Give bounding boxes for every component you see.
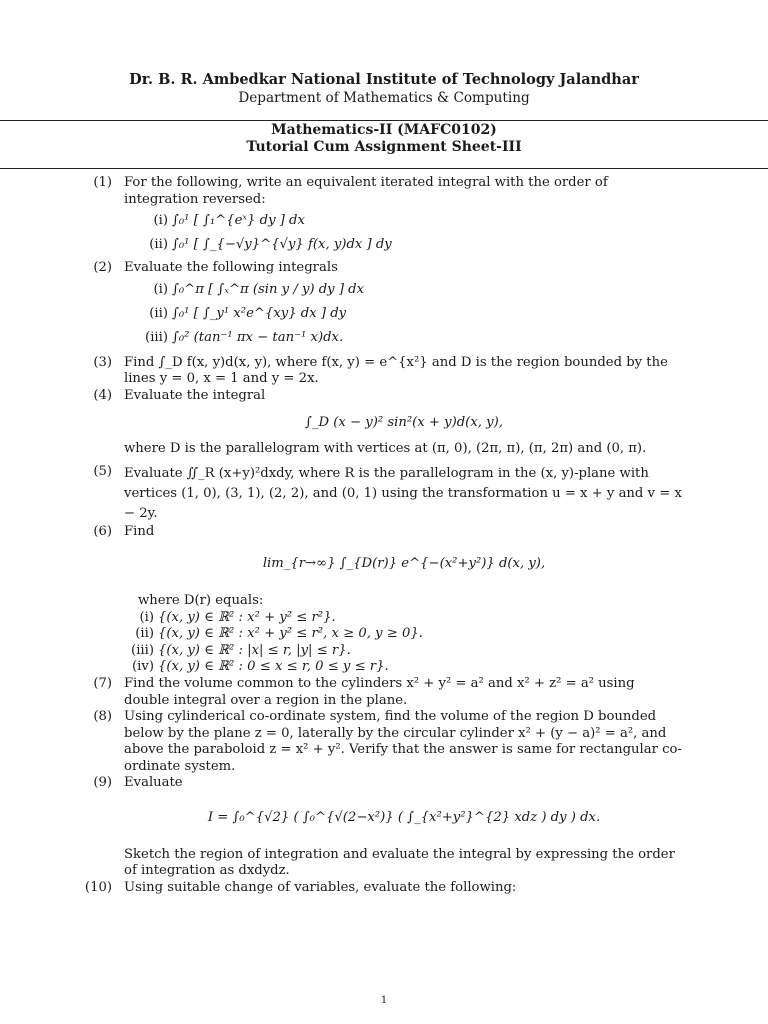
problem-number: (4)	[93, 387, 112, 403]
problem-9	[0, 775, 768, 879]
problem-number: (2)	[93, 260, 112, 276]
display-equation: lim_{r→∞} ∫_{D(r)} e^{−(x²+y²)} d(x, y),	[262, 556, 546, 572]
problem-text-after: where D(r) equals:	[138, 592, 264, 608]
bottom-rule	[0, 168, 768, 169]
department-name: Department of Mathematics & Computing	[238, 90, 530, 106]
problem-3	[0, 355, 768, 388]
problem-text: Evaluate the integral	[124, 387, 266, 403]
sub-item	[124, 303, 684, 325]
problem-1	[0, 175, 768, 256]
problem-4	[0, 388, 768, 458]
display-equation: ∫_D (x − y)² sin²(x + y)d(x, y),	[305, 414, 503, 430]
sub-item-math: {(x, y) ∈ ℝ² : x² + y² ≤ r², x ≥ 0, y ≥ 0}.	[158, 626, 423, 642]
sub-item-math: ∫₀¹ [ ∫₁^{eˣ} dy ] dx	[172, 213, 305, 229]
display-equation: I = ∫₀^{√2} ( ∫₀^{√(2−x²)} ( ∫_{x²+y²}^{2} xdz ) dy ) dx.	[207, 810, 601, 826]
sub-item-math: ∫₀¹ [ ∫_y¹ x²e^{xy} dx ] dy	[172, 305, 347, 321]
sheet-title: Tutorial Cum Assignment Sheet-III	[246, 139, 522, 155]
problem-list	[0, 175, 768, 896]
problem-2	[0, 260, 768, 349]
problem-number: (10)	[84, 879, 112, 895]
top-rule	[0, 120, 768, 121]
sub-item	[124, 610, 684, 627]
problem-number: (8)	[93, 709, 112, 725]
sub-item-math: {(x, y) ∈ ℝ² : x² + y² ≤ r²}.	[158, 609, 336, 625]
problem-number: (6)	[93, 523, 112, 539]
sub-item	[124, 659, 684, 676]
problem-number: (1)	[93, 175, 112, 190]
sub-item	[124, 279, 684, 301]
problem-number: (3)	[93, 354, 112, 370]
sub-item-math: {(x, y) ∈ ℝ² : 0 ≤ x ≤ r, 0 ≤ y ≤ r}.	[158, 659, 389, 675]
problem-5	[0, 464, 768, 524]
problem-number: (7)	[93, 675, 112, 691]
problem-text: Evaluate	[124, 775, 183, 791]
problem-text-after: where D is the parallelogram with vertices at (π, 0), (2π, π), (π, 2π) and (0, π).	[124, 441, 647, 457]
sub-item	[124, 210, 684, 232]
page-number: 1	[380, 995, 388, 1006]
problem-text: Using suitable change of variables, evaluate the following:	[124, 879, 517, 895]
sub-item-number: (iii)	[131, 642, 154, 658]
problem-text: Using cylinderical co-ordinate system, find the volume of the region D bounded below by the plane z = 0, laterally by the circular cylinder x² + (y − a)² = a², and above the paraboloid z = x² + y². Verify that the answer is same for rectangular co-ordinate system.	[124, 709, 682, 774]
problem-8	[0, 709, 768, 775]
problem-text: Find	[124, 523, 155, 539]
problem-text-after: Sketch the region of integration and evaluate the integral by expressing the order of integration as dxdydz.	[124, 846, 675, 879]
sub-item-number: (ii)	[149, 237, 168, 253]
sub-item	[124, 626, 684, 643]
sub-item-number: (i)	[153, 281, 168, 297]
problem-text: Find the volume common to the cylinders x² + y² = a² and x² + z² = a² using double integral over a region in the plane.	[124, 675, 635, 708]
problem-number: (9)	[93, 775, 112, 791]
sub-item-number: (ii)	[135, 626, 154, 642]
sub-item-number: (iii)	[145, 329, 168, 345]
sub-item-number: (i)	[139, 609, 154, 625]
sub-item	[124, 643, 684, 660]
sub-item-number: (ii)	[149, 305, 168, 321]
problem-text: Evaluate the following integrals	[124, 260, 338, 276]
sub-item-math: ∫₀^π [ ∫ₓ^π (sin y / y) dy ] dx	[172, 281, 365, 297]
problem-6	[0, 524, 768, 676]
sub-item-math: {(x, y) ∈ ℝ² : |x| ≤ r, |y| ≤ r}.	[158, 642, 351, 658]
problem-7	[0, 676, 768, 709]
course-title: Mathematics-II (MAFC0102)	[271, 122, 497, 138]
problem-text: Evaluate ∬_R (x+y)²dxdy, where R is the parallelogram in the (x, y)-plane with vertices (1, 0), (3, 1), (2, 2), and (0, 1) using the transformation u = x + y and v = x − 2y.	[124, 465, 682, 521]
sub-item-math: ∫₀² (tan⁻¹ πx − tan⁻¹ x)dx.	[172, 329, 344, 345]
sub-item-math: ∫₀¹ [ ∫_{−√y}^{√y} f(x, y)dx ] dy	[172, 237, 392, 253]
institute-name: Dr. B. R. Ambedkar National Institute of Technology Jalandhar	[129, 71, 639, 88]
sub-item	[124, 327, 684, 349]
sub-item-number: (i)	[153, 213, 168, 229]
problem-number: (5)	[93, 463, 112, 479]
problem-text: Find ∫_D f(x, y)d(x, y), where f(x, y) = e^{x²} and D is the region bounded by the lines y = 0, x = 1 and y = 2x.	[124, 354, 668, 387]
problem-10	[0, 880, 768, 897]
sub-item	[124, 234, 684, 256]
sub-item-number: (iv)	[132, 659, 154, 675]
problem-text: For the following, write an equivalent iterated integral with the order of integration reversed:	[124, 175, 608, 207]
